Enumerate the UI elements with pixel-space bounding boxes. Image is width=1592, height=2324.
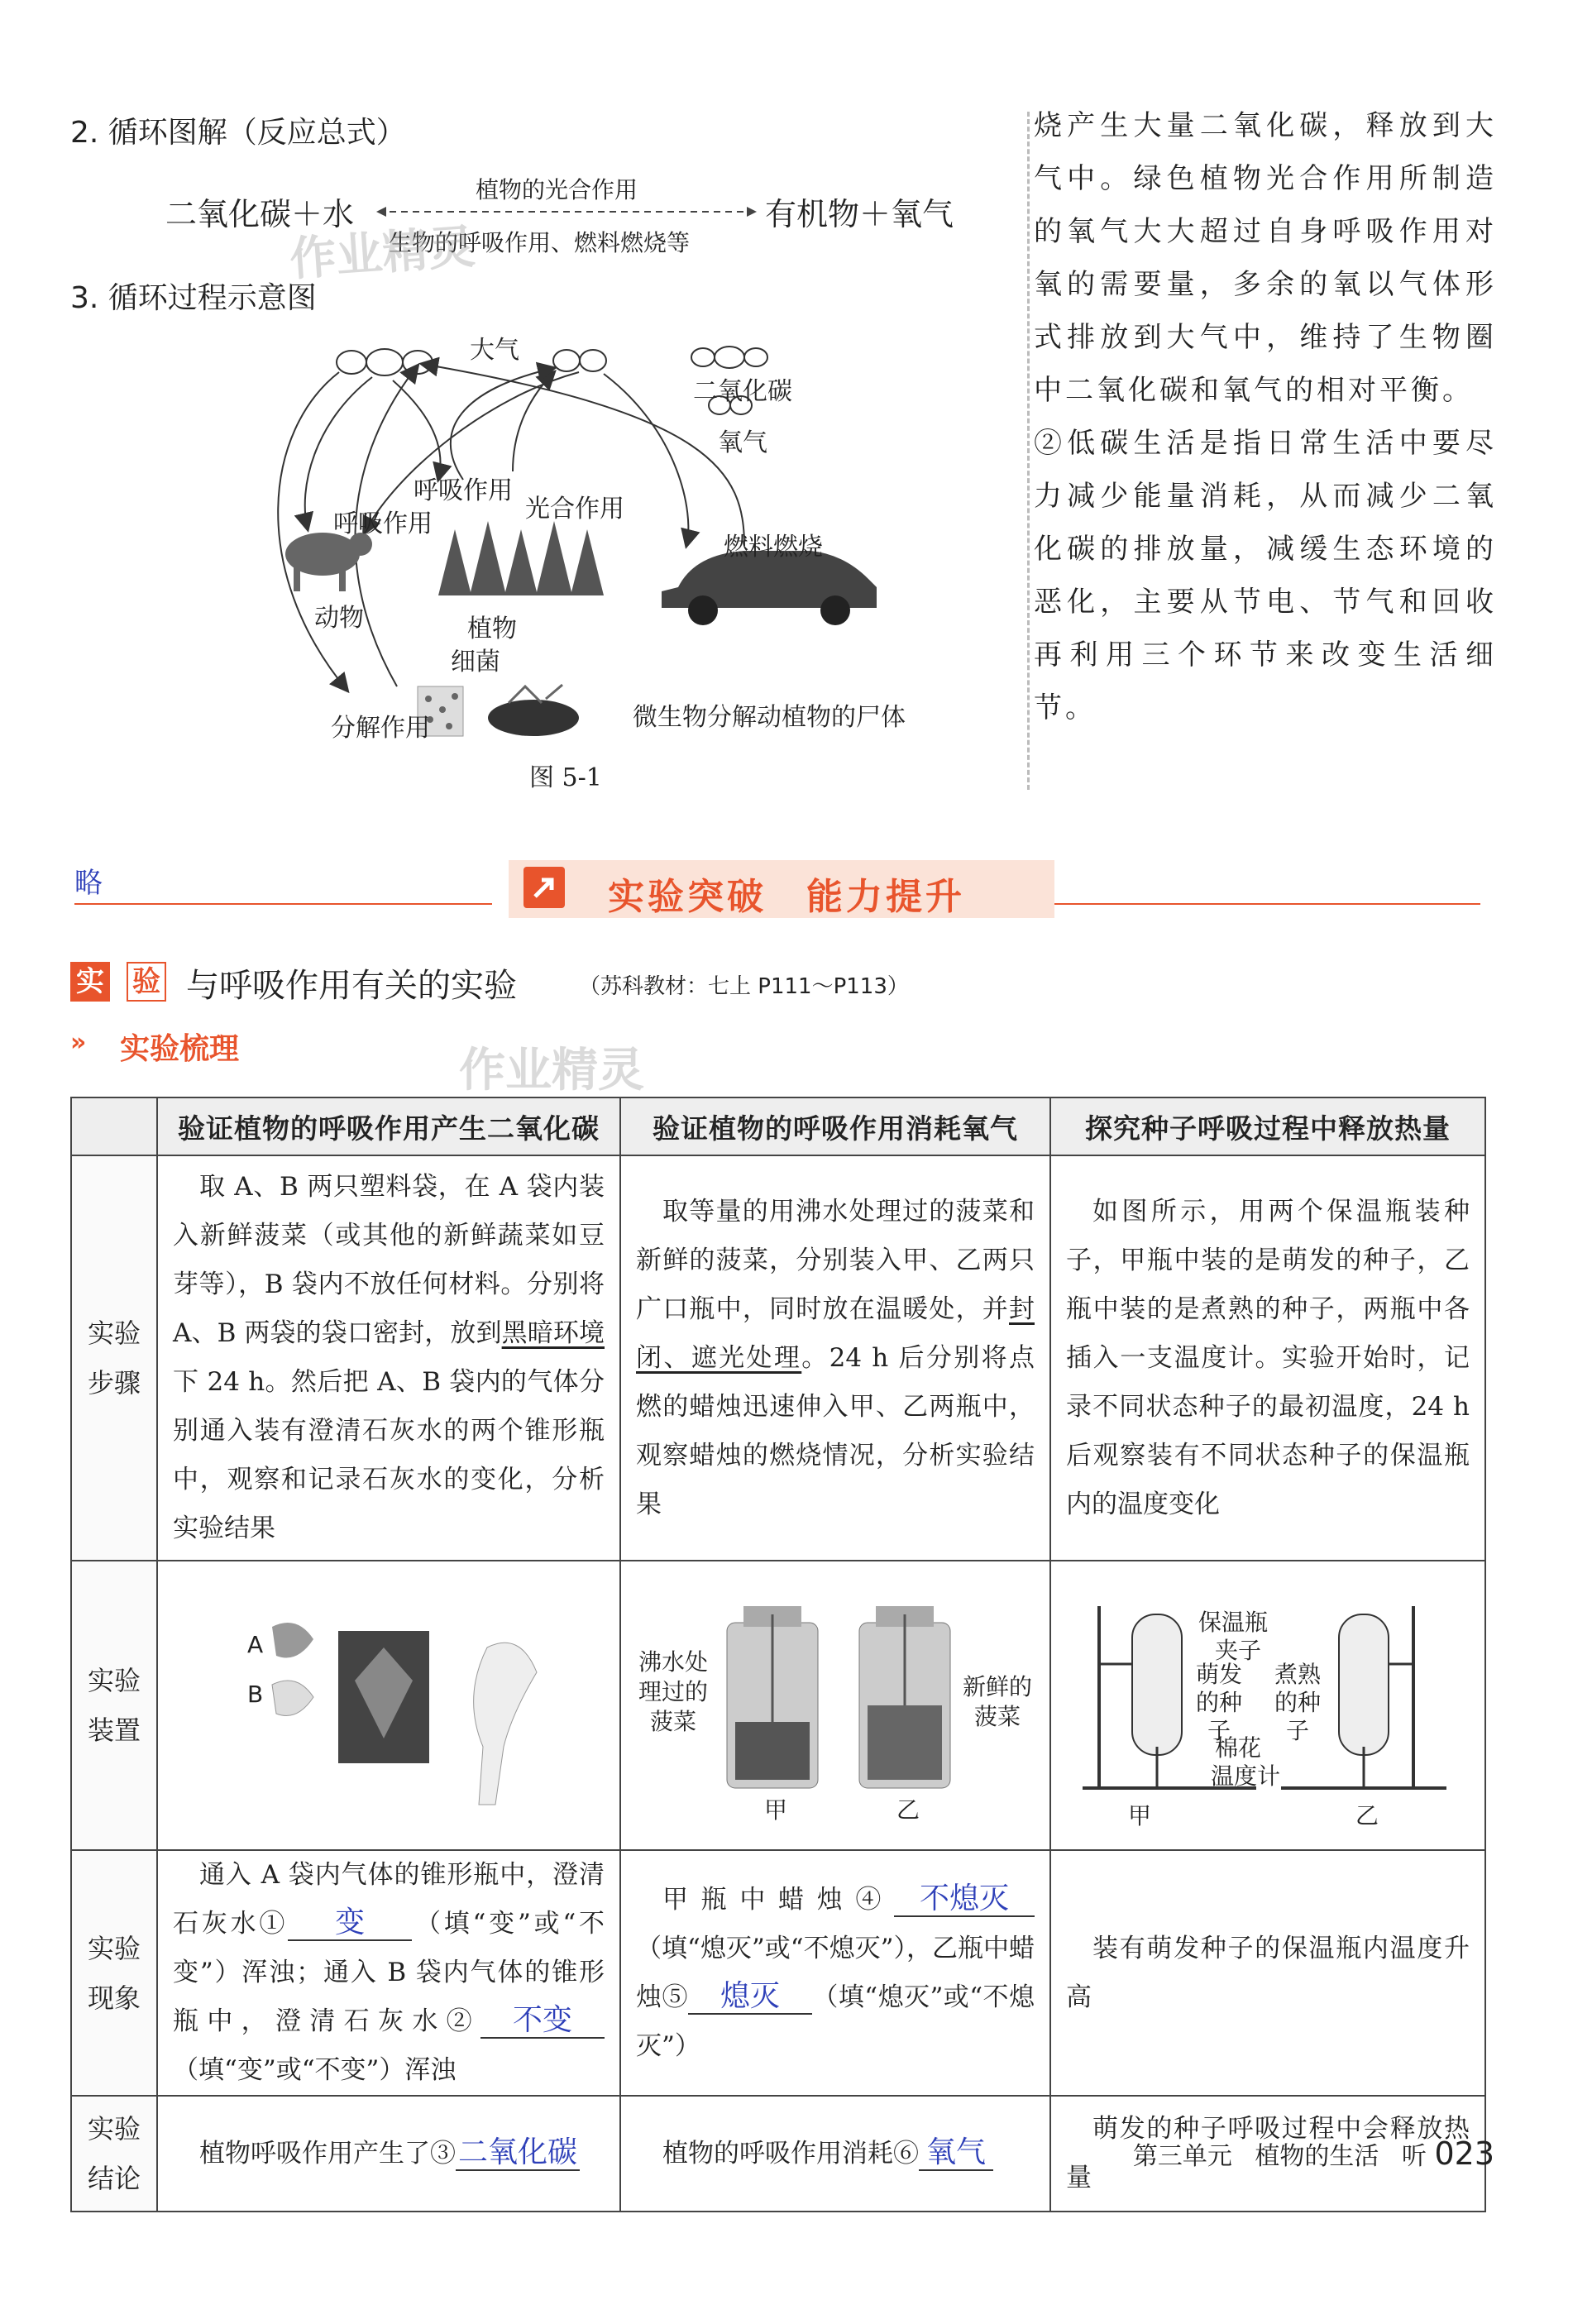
- jar-yi-label: 乙: [896, 1796, 920, 1824]
- o2-molecule-icon: [553, 350, 606, 371]
- plant-respiration-arrow: [451, 368, 554, 480]
- banner-title: 实验突破 能力提升: [608, 876, 965, 918]
- label-animal: 动物: [314, 604, 364, 633]
- label-cooked: 煮熟的种子: [1274, 1661, 1321, 1744]
- row-header-conclusion: 实验结论: [71, 2096, 157, 2212]
- equation-right: 有机物＋氧气: [765, 196, 954, 232]
- steps-col-2: 取等量的用沸水处理过的菠菜和新鲜的菠菜，分别装入甲、乙两只广口瓶中，同时放在温暖处，并封闭、遮光处理。24 h 后分别将点燃的蜡烛迅速伸入甲、乙两瓶中，观察蜡烛的燃烧情况，分析实验结果: [620, 1155, 1050, 1561]
- arrow-bottom-label: 生物的呼吸作用、燃料燃烧等: [389, 229, 691, 256]
- answer-2: 不变: [480, 2004, 605, 2039]
- experiment-table: [70, 1097, 1486, 2212]
- header-empty: [71, 1097, 157, 1155]
- label-photosynthesis: 光合作用: [525, 495, 624, 524]
- watermark: 作业精灵: [288, 220, 477, 287]
- jar-right-label: 新鲜的菠菜: [962, 1673, 1032, 1730]
- label-microbe: 微生物分解动植物的尸体: [633, 703, 906, 732]
- footer-topic: 植物的生活: [1255, 2142, 1379, 2171]
- handwritten-note: 略: [74, 867, 103, 900]
- conclusion-col-2: 植物的呼吸作用消耗⑥ 氧气: [620, 2096, 1050, 2212]
- row-header-steps: 实验步骤: [71, 1155, 157, 1561]
- table-row-device: [71, 1561, 1485, 1850]
- label-respiration-animal: 呼吸作用: [333, 509, 433, 538]
- banner-line-left: [74, 903, 492, 905]
- label-o2: 氧气: [718, 428, 767, 457]
- plant-intake-arrow: [393, 380, 441, 480]
- table-row-phenomenon: [71, 1850, 1485, 2096]
- banner-line-right: [1050, 903, 1480, 905]
- row-header-phenomenon: 实验现象: [71, 1850, 157, 2096]
- tag-yan: 验: [127, 962, 166, 1002]
- label-flask-jia: 甲: [1128, 1802, 1152, 1829]
- banner: [509, 860, 1054, 918]
- section-2-heading: 2. 循环图解（反应总式）: [70, 116, 406, 150]
- table-header-row: [71, 1097, 1485, 1155]
- section-3-heading: 3. 循环过程示意图: [70, 281, 317, 315]
- answer-4: 不熄灭: [894, 1882, 1035, 1917]
- label-plant: 植物: [467, 614, 517, 643]
- conclusion-col-1: 植物呼吸作用产生了③二氧化碳: [157, 2096, 620, 2212]
- label-atmosphere: 大气: [470, 336, 519, 365]
- label-thermometer: 温度计: [1211, 1762, 1281, 1790]
- double-chevron-icon: »: [70, 1028, 87, 1057]
- answer-1: 变: [288, 1906, 412, 1941]
- phenomenon-col-3: 装有萌发种子的保温瓶内温度升高: [1050, 1850, 1485, 2096]
- footer-unit: 第三单元: [1132, 2142, 1232, 2171]
- table-row-steps: [71, 1155, 1485, 1561]
- header-col-3: 探究种子呼吸过程中释放热量: [1050, 1097, 1485, 1155]
- label-sprouting: 萌发的种子: [1195, 1661, 1242, 1744]
- jar-left-label: 沸水处理过的菠菜: [638, 1648, 708, 1735]
- row-header-device: 实验装置: [71, 1561, 157, 1850]
- arrow-icon: [523, 867, 565, 908]
- label-flask-yi: 乙: [1355, 1802, 1379, 1829]
- label-bacteria: 细菌: [451, 648, 500, 677]
- label-co2: 二氧化碳: [693, 377, 792, 406]
- experiment-title: 与呼吸作用有关的实验: [186, 967, 517, 1005]
- bag-b-label: B: [247, 1681, 264, 1708]
- bag-a-label: A: [247, 1631, 264, 1658]
- label-respiration-plant: 呼吸作用: [414, 476, 513, 505]
- tag-shi: 实: [70, 962, 110, 1002]
- figure-caption: 图 5-1: [529, 763, 602, 792]
- footer-listen: 听: [1401, 2142, 1427, 2171]
- side-note: [1034, 99, 1497, 734]
- side-note-paragraph-2: ②低碳生活是指日常生活中要尽力减少能量消耗，从而减少二氧化碳的排放量，减缓生态环境的恶化，主要从节电、节气和回收再利用三个环节来改变生活细节。: [1034, 427, 1497, 724]
- conclusion-col-3: 萌发的种子呼吸过程中会释放热量: [1050, 2096, 1485, 2212]
- legend-co2-icon: [691, 347, 767, 368]
- page-footer: [1133, 2135, 1494, 2172]
- steps-col-1: 取 A、B 两只塑料袋，在 A 袋内装入新鲜菠菜（或其他的新鲜蔬菜如豆芽等），B 袋内不放任何材料。分别将 A、B 两袋的袋口密封，放到黑暗环境下 24 h。然后把 A、B 袋内的气体分别通入装有澄清石灰水的两个锥形瓶中，观察和记录石灰水的变化，分析实验结果: [157, 1155, 620, 1561]
- steps-col-3: 如图所示，用两个保温瓶装种子，甲瓶中装的是萌发的种子，乙瓶中装的是煮熟的种子，两瓶中各插入一支温度计。实验开始时，记录不同状态种子的最初温度，24 h 后观察装有不同状态种子的保温瓶内的温度变化: [1050, 1155, 1485, 1561]
- answer-6: 氧气: [919, 2136, 993, 2171]
- answer-5: 熄灭: [688, 1980, 812, 2015]
- equation-left: 二氧化碳＋水: [165, 196, 355, 232]
- side-note-paragraph-1: 烧产生大量二氧化碳，释放到大气中。绿色植物光合作用所制造的氧气大大超过自身呼吸作用对氧的需要量，多余的氧以气体形式排放到大气中，维持了生物圈中二氧化碳和氧气的相对平衡。: [1034, 109, 1497, 407]
- label-decompose: 分解作用: [331, 714, 430, 743]
- label-fuel: 燃料燃烧: [724, 533, 823, 562]
- label-thermos: 保温瓶: [1198, 1609, 1269, 1636]
- plastic-bag-apparatus: [173, 1581, 603, 1829]
- tree-icon: [438, 521, 604, 595]
- carcass-icon: [488, 685, 579, 736]
- page-number: 023: [1434, 2135, 1494, 2172]
- phenomenon-col-1: 通入 A 袋内气体的锥形瓶中，澄清石灰水① 变 （填“变”或“不变”）浑浊；通入 B 袋内气体的锥形瓶中，澄清石灰水② 不变（填“变”或“不变”）浑浊: [157, 1850, 620, 2096]
- header-col-2: 验证植物的呼吸作用消耗氧气: [620, 1097, 1050, 1155]
- arrow-top-label: 植物的光合作用: [476, 176, 638, 203]
- device-col-2: [620, 1561, 1050, 1850]
- jar-jia-label: 甲: [764, 1796, 788, 1824]
- device-col-3: [1050, 1561, 1485, 1850]
- answer-3: 二氧化碳: [456, 2136, 580, 2171]
- watermark-2: 作业精灵: [459, 1044, 644, 1097]
- co2-molecule-icon: [337, 349, 433, 375]
- label-cotton: 棉花: [1215, 1734, 1262, 1762]
- label-clamp: 夹子: [1215, 1637, 1262, 1664]
- experiment-source: （苏科教材：七上 P111～P113）: [579, 974, 909, 999]
- subheading: 实验梳理: [120, 1032, 240, 1066]
- device-col-1: [157, 1561, 620, 1850]
- column-divider: [1027, 112, 1030, 790]
- phenomenon-col-2: 甲瓶中蜡烛④ 不熄灭（填“熄灭”或“不熄灭”），乙瓶中蜡烛⑤ 熄灭 （填“熄灭”或“不熄灭”）: [620, 1850, 1050, 2096]
- header-col-1: 验证植物的呼吸作用产生二氧化碳: [157, 1097, 620, 1155]
